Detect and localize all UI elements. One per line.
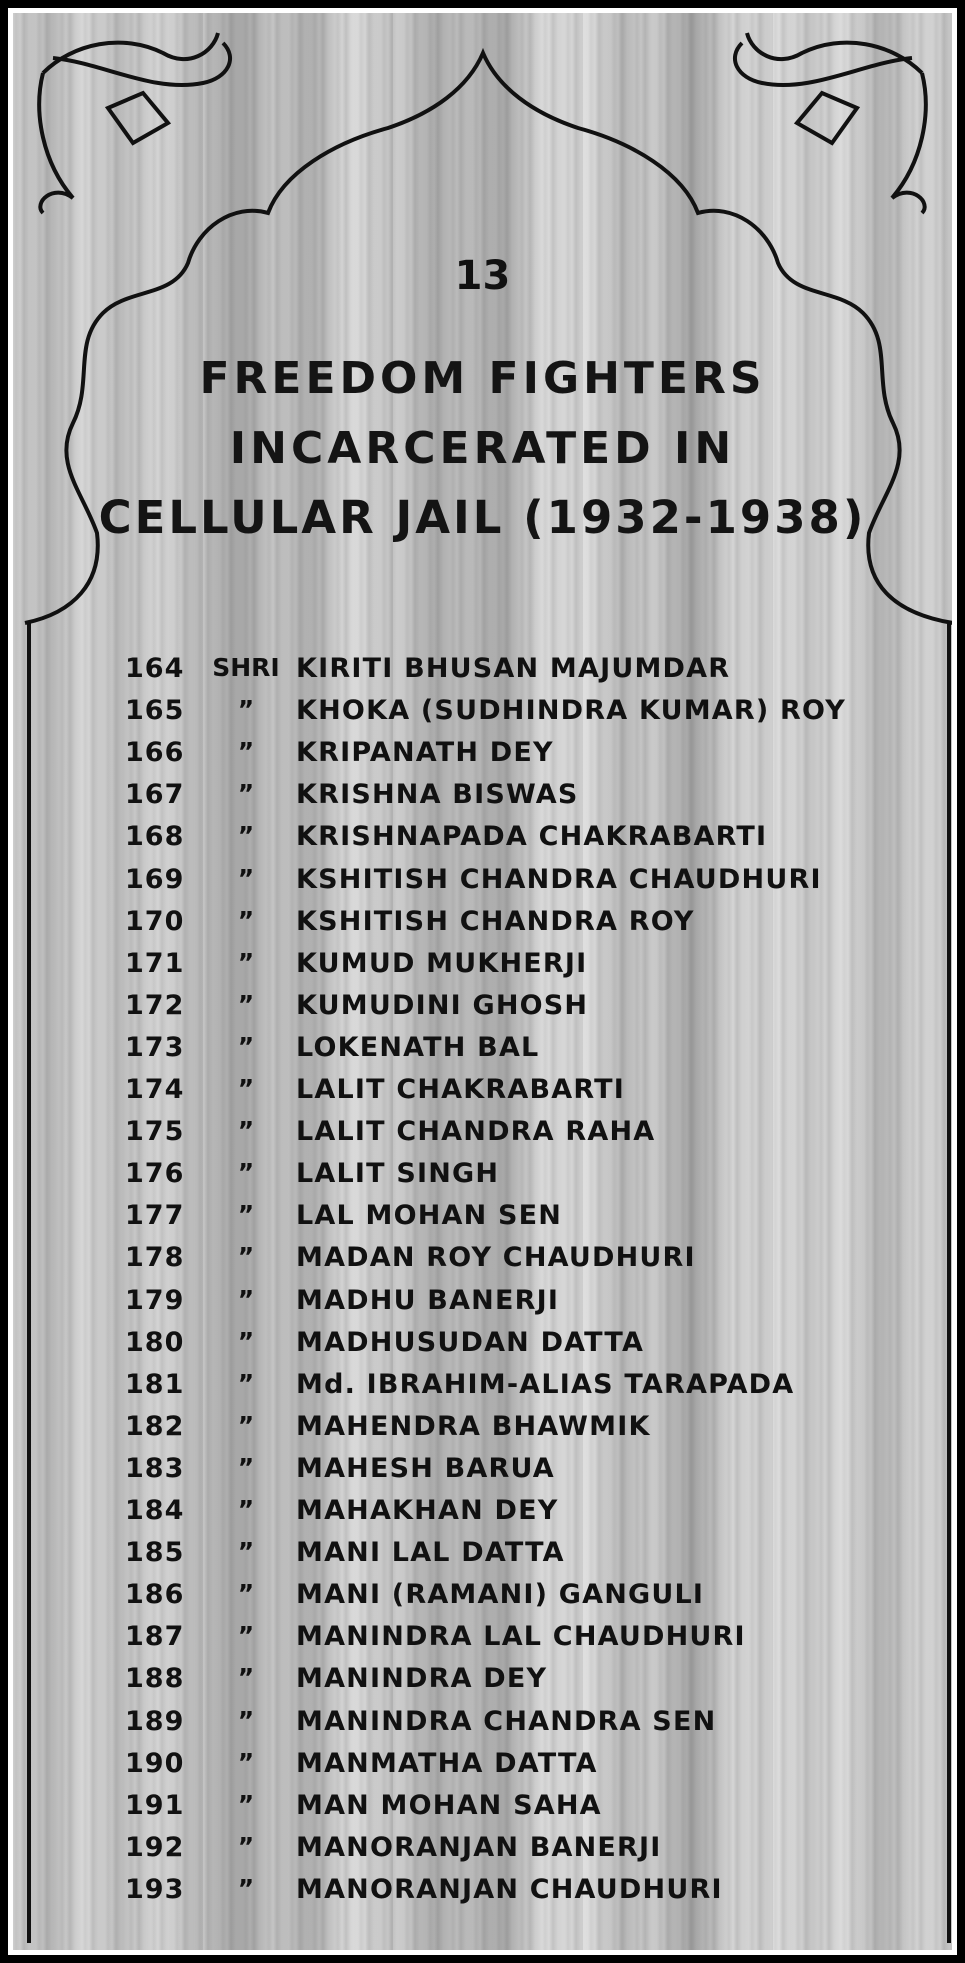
list-item (13, 1074, 952, 1114)
list-item (13, 1790, 952, 1830)
entry-number: 192 (125, 1832, 185, 1863)
entry-prefix: ” (237, 1327, 255, 1356)
list-item (13, 1579, 952, 1619)
list-item (13, 1874, 952, 1914)
list-item (13, 1537, 952, 1577)
list-item (13, 1621, 952, 1661)
entry-number: 178 (125, 1242, 185, 1273)
entry-number: 177 (125, 1200, 185, 1231)
entry-number: 185 (125, 1537, 185, 1568)
list-item (13, 1158, 952, 1198)
entry-number: 167 (125, 779, 185, 810)
list-item (13, 1327, 952, 1367)
entry-number: 179 (125, 1285, 185, 1316)
list-item (13, 1663, 952, 1703)
entry-name: MADAN ROY CHAUDHURI (296, 1242, 696, 1273)
entry-prefix: ” (237, 990, 255, 1019)
entry-prefix: ” (237, 1200, 255, 1229)
entry-prefix: ” (237, 1158, 255, 1187)
entry-prefix: ” (237, 1032, 255, 1061)
list-item (13, 737, 952, 777)
list-item (13, 1748, 952, 1788)
list-item (13, 1032, 952, 1072)
entry-number: 173 (125, 1032, 185, 1063)
entry-prefix: ” (237, 821, 255, 850)
entry-name: KRISHNAPADA CHAKRABARTI (296, 821, 768, 852)
entry-prefix: ” (237, 1242, 255, 1271)
list-item (13, 821, 952, 861)
corner-ornament-left (39, 33, 230, 213)
entry-name: Md. IBRAHIM-ALIAS TARAPADA (296, 1369, 795, 1400)
entry-prefix: ” (237, 1706, 255, 1735)
entry-prefix: ” (237, 864, 255, 893)
entry-prefix: ” (237, 1074, 255, 1103)
entry-name: MANMATHA DATTA (296, 1748, 598, 1779)
entry-name: KSHITISH CHANDRA ROY (296, 906, 695, 937)
entry-number: 189 (125, 1706, 185, 1737)
entry-name: MANI (RAMANI) GANGULI (296, 1579, 705, 1610)
entry-prefix: ” (237, 1453, 255, 1482)
entry-name: KUMUDINI GHOSH (296, 990, 589, 1021)
entry-prefix: ” (237, 1874, 255, 1903)
entry-name: LALIT SINGH (296, 1158, 500, 1189)
entry-number: 191 (125, 1790, 185, 1821)
entry-number: 165 (125, 695, 185, 726)
list-item (13, 1706, 952, 1746)
entry-name: MAHENDRA BHAWMIK (296, 1411, 651, 1442)
entry-prefix: ” (237, 1579, 255, 1608)
list-item (13, 864, 952, 904)
entry-prefix: ” (237, 1411, 255, 1440)
list-item (13, 1495, 952, 1535)
entry-prefix: ” (237, 1790, 255, 1819)
entry-prefix: ” (237, 1285, 255, 1314)
entry-name: MADHUSUDAN DATTA (296, 1327, 645, 1358)
entry-number: 176 (125, 1158, 185, 1189)
entry-prefix: ” (237, 948, 255, 977)
entry-number: 168 (125, 821, 185, 852)
entry-number: 184 (125, 1495, 185, 1526)
entry-prefix: ” (237, 1537, 255, 1566)
entry-number: 183 (125, 1453, 185, 1484)
entry-name: MANINDRA CHANDRA SEN (296, 1706, 717, 1737)
list-item (13, 1200, 952, 1240)
entry-prefix: ” (237, 1495, 255, 1524)
plate-number: 13 (454, 253, 511, 299)
list-item (13, 906, 952, 946)
entry-name: LOKENATH BAL (296, 1032, 540, 1063)
title-line-3: CELLULAR JAIL (1932-1938) (98, 491, 867, 544)
entry-number: 193 (125, 1874, 185, 1905)
entry-name: KSHITISH CHANDRA CHAUDHURI (296, 864, 822, 895)
entry-prefix: ” (237, 1621, 255, 1650)
entry-number: 182 (125, 1411, 185, 1442)
entry-name: KRISHNA BISWAS (296, 779, 579, 810)
entry-name: MAHESH BARUA (296, 1453, 555, 1484)
corner-ornament-right (735, 33, 926, 213)
entry-prefix: ” (237, 1663, 255, 1692)
entry-number: 187 (125, 1621, 185, 1652)
list-item (13, 695, 952, 735)
entry-number: 170 (125, 906, 185, 937)
entry-prefix: ” (237, 1369, 255, 1398)
marble-plaque (13, 13, 952, 1950)
entry-prefix: ” (237, 1832, 255, 1861)
list-item (13, 779, 952, 819)
list-item (13, 1832, 952, 1872)
entry-number: 190 (125, 1748, 185, 1779)
entry-prefix: SHRI (212, 653, 280, 682)
list-item (13, 948, 952, 988)
entry-number: 164 (125, 653, 185, 684)
entry-name: MANINDRA LAL CHAUDHURI (296, 1621, 746, 1652)
entry-prefix: ” (237, 779, 255, 808)
entry-prefix: ” (237, 695, 255, 724)
entry-number: 175 (125, 1116, 185, 1147)
entry-number: 180 (125, 1327, 185, 1358)
entry-number: 166 (125, 737, 185, 768)
entry-number: 181 (125, 1369, 185, 1400)
entry-name: MANINDRA DEY (296, 1663, 548, 1694)
entry-name: MADHU BANERJI (296, 1285, 560, 1316)
entry-name: KIRITI BHUSAN MAJUMDAR (296, 653, 731, 684)
entry-name: LAL MOHAN SEN (296, 1200, 563, 1231)
entry-number: 169 (125, 864, 185, 895)
list-item (13, 1116, 952, 1156)
title-line-2: INCARCERATED IN (229, 423, 736, 474)
entry-name: MAHAKHAN DEY (296, 1495, 559, 1526)
list-item (13, 1411, 952, 1451)
entry-name: LALIT CHAKRABARTI (296, 1074, 626, 1105)
title-line-1: FREEDOM FIGHTERS (199, 353, 766, 404)
list-item (13, 1242, 952, 1282)
list-item (13, 990, 952, 1030)
entry-number: 174 (125, 1074, 185, 1105)
entry-number: 171 (125, 948, 185, 979)
entry-number: 188 (125, 1663, 185, 1694)
entry-name: LALIT CHANDRA RAHA (296, 1116, 656, 1147)
entry-name: MANORANJAN CHAUDHURI (296, 1874, 723, 1905)
list-item (13, 1453, 952, 1493)
list-item (13, 653, 952, 693)
entry-name: MANORANJAN BANERJI (296, 1832, 662, 1863)
entry-prefix: ” (237, 1116, 255, 1145)
entry-prefix: ” (237, 737, 255, 766)
entry-number: 186 (125, 1579, 185, 1610)
entry-prefix: ” (237, 1748, 255, 1777)
entry-number: 172 (125, 990, 185, 1021)
entry-name: KRIPANATH DEY (296, 737, 554, 768)
list-item (13, 1285, 952, 1325)
entry-prefix: ” (237, 906, 255, 935)
entry-name: KHOKA (SUDHINDRA KUMAR) ROY (296, 695, 846, 726)
entry-name: MAN MOHAN SAHA (296, 1790, 602, 1821)
entry-name: MANI LAL DATTA (296, 1537, 565, 1568)
list-item (13, 1369, 952, 1409)
entry-name: KUMUD MUKHERJI (296, 948, 588, 979)
